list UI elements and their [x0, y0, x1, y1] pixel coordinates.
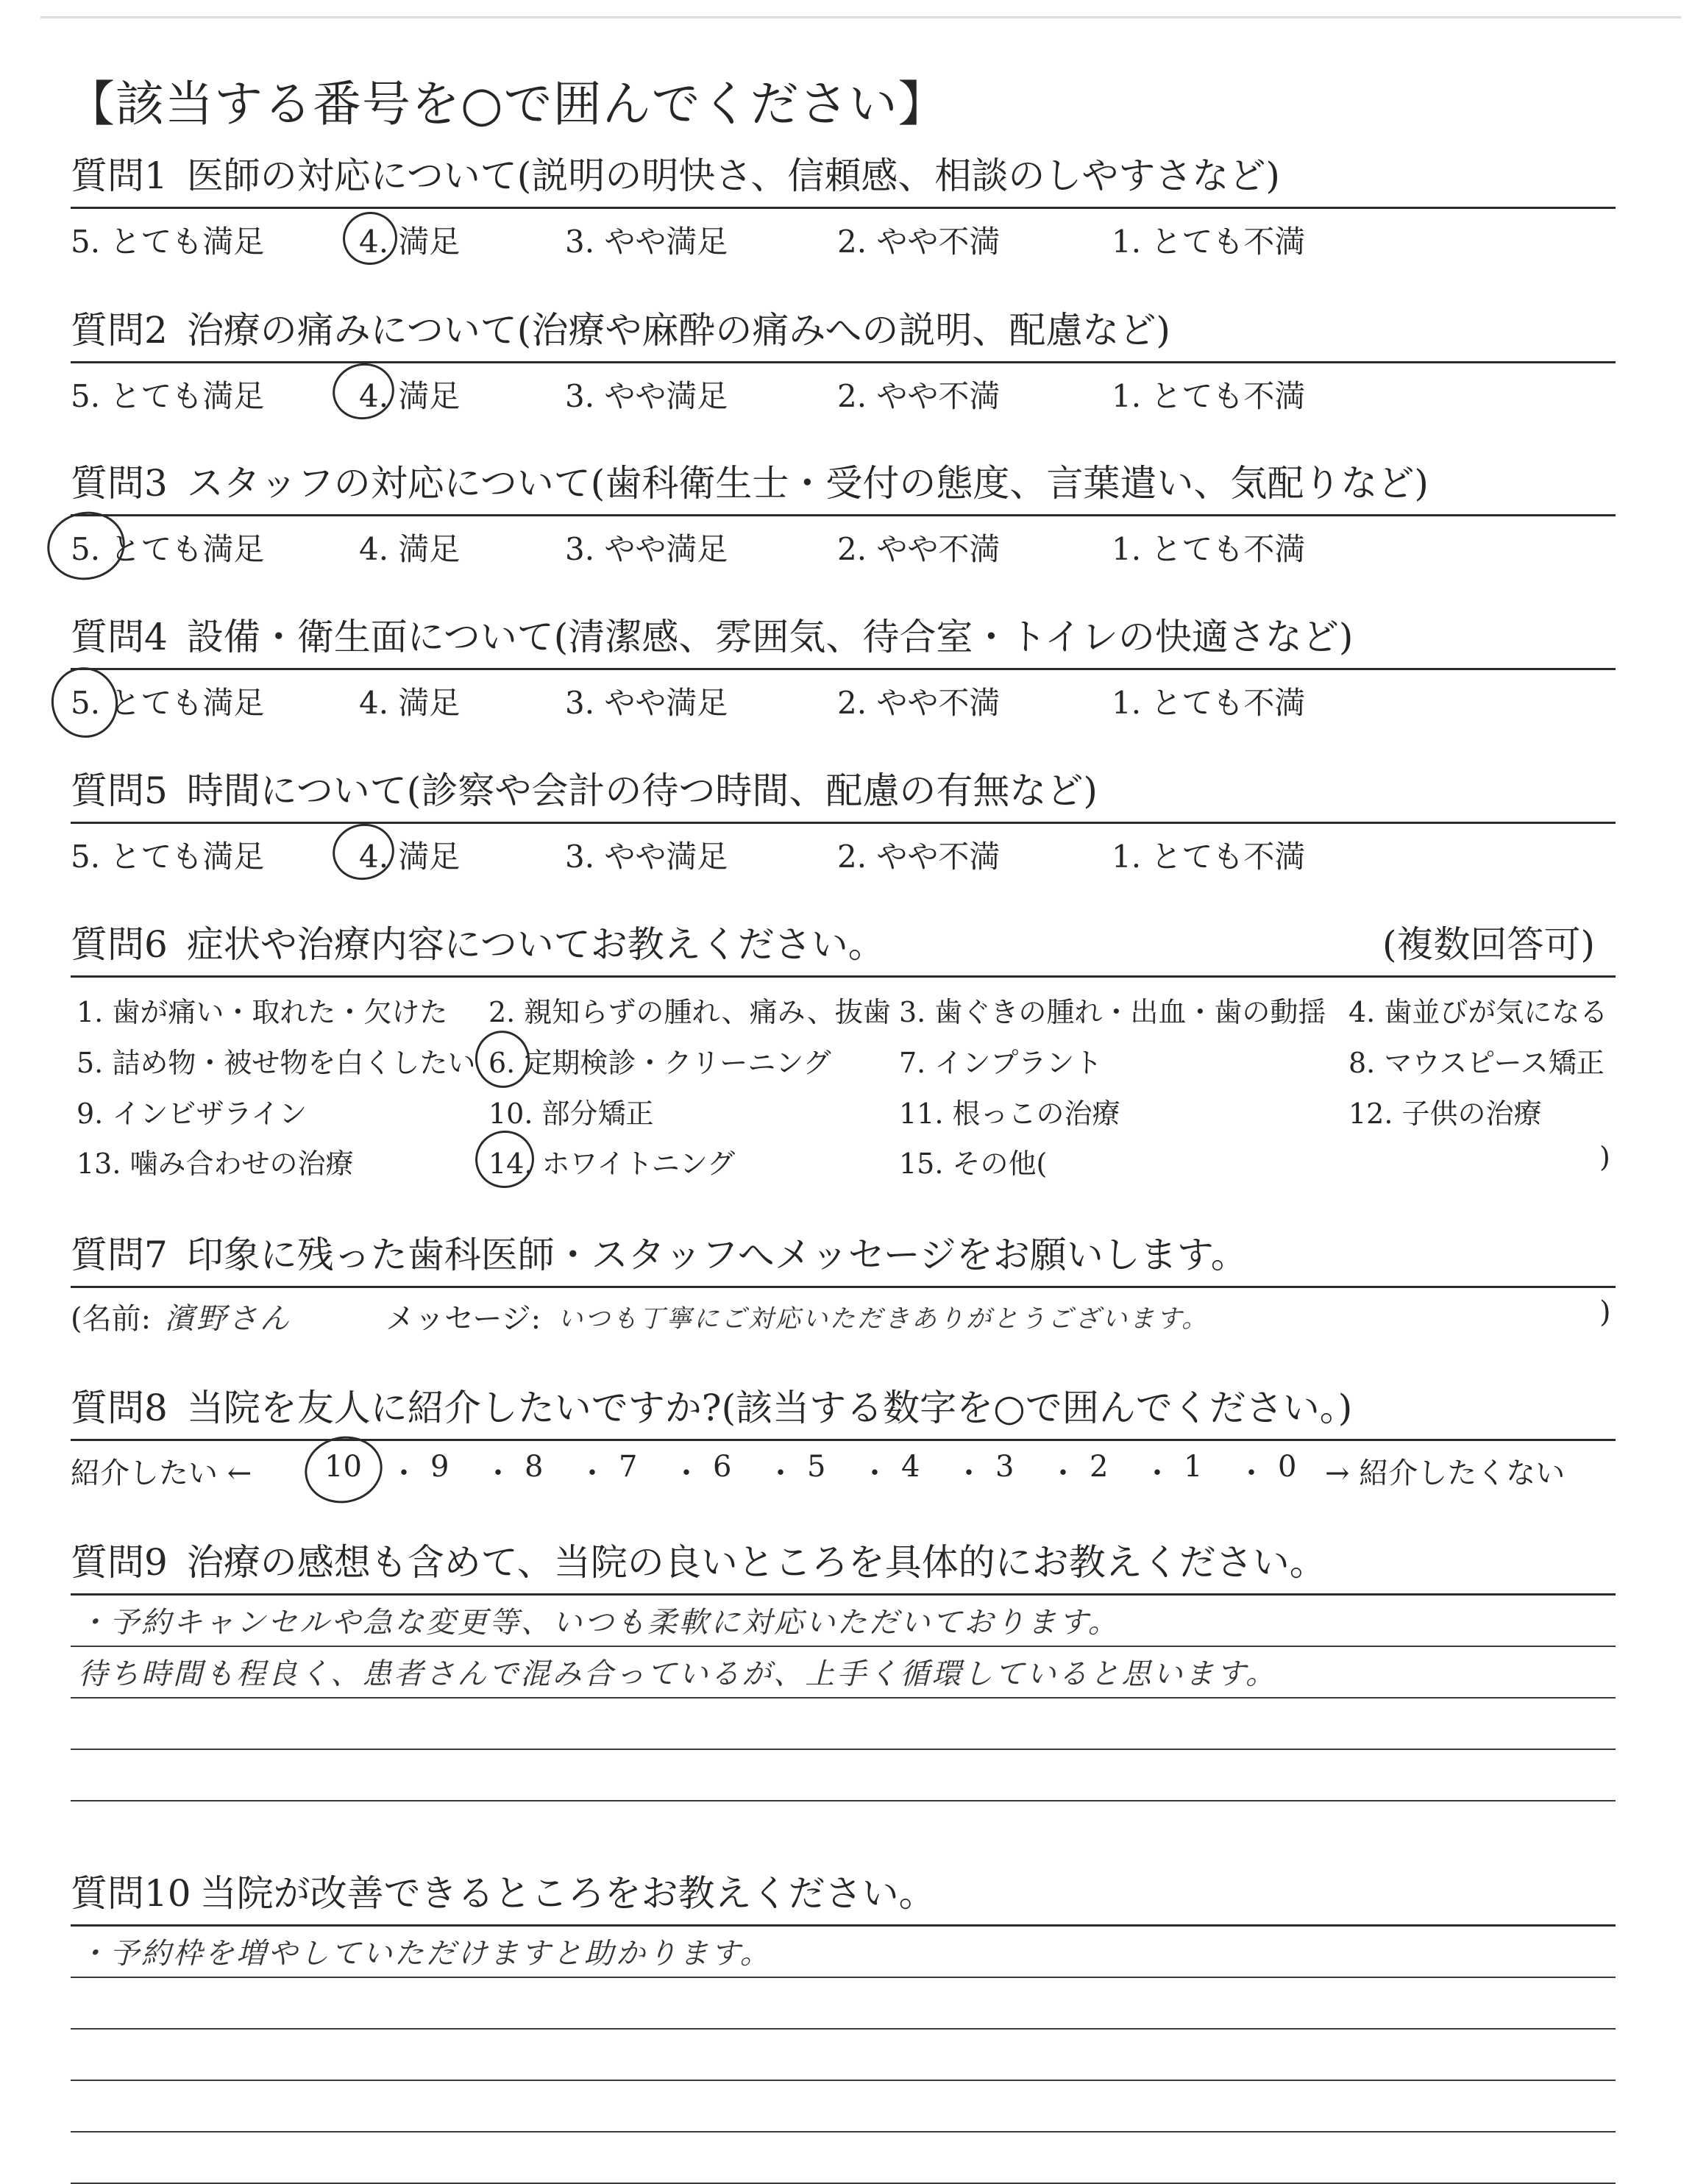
option-1[interactable]: 1. とても不満	[1112, 685, 1306, 721]
symptom-option-14[interactable]: 14. ホワイトニング	[488, 1148, 736, 1180]
question-text: 時間について(診察や会計の待つ時間、配慮の有無など)	[186, 769, 1098, 812]
answer-rule	[71, 1800, 1616, 1801]
option-4[interactable]: 4. 満足	[359, 685, 461, 721]
question-1	[71, 151, 1616, 263]
option-4[interactable]: 4. 満足	[359, 378, 461, 414]
option-5[interactable]: 5. とても満足	[71, 224, 265, 260]
multiple-answers-note: (複数回答可)	[1382, 923, 1595, 966]
question-text: 印象に残った歯科医師・スタッフへメッセージをお願いします。	[186, 1234, 1248, 1276]
option-4[interactable]: 4. 満足	[359, 839, 461, 875]
recommend-left-label: 紹介したい ←	[71, 1456, 252, 1490]
top-border	[40, 16, 1681, 18]
option-2[interactable]: 2. やや不満	[837, 839, 1001, 875]
option-3[interactable]: 3. やや満足	[565, 839, 728, 875]
question-number: 質問7	[71, 1234, 168, 1276]
option-1[interactable]: 1. とても不満	[1112, 839, 1306, 875]
symptom-option-2[interactable]: 2. 親知らずの腫れ、痛み、抜歯	[488, 996, 891, 1028]
question-text: 治療の痛みについて(治療や麻酔の痛みへの説明、配慮など)	[186, 309, 1170, 352]
option-1[interactable]: 1. とても不満	[1112, 224, 1306, 260]
question-text: 医師の対応について(説明の明快さ、信頼感、相談のしやすさなど)	[186, 154, 1280, 197]
page-title: 【該当する番号を○で囲んでください】	[66, 76, 948, 132]
name-label: (名前:	[71, 1302, 152, 1336]
message-value[interactable]: いつも丁寧にご対応いただきありがとうございます。	[558, 1304, 1209, 1334]
score-separator: ・	[672, 1456, 701, 1490]
symptom-option-3[interactable]: 3. 歯ぐきの腫れ・出血・歯の動揺	[899, 996, 1326, 1028]
question-text: スタッフの対応について(歯科衛生士・受付の態度、言葉遣い、気配りなど)	[186, 462, 1429, 505]
question-4	[71, 612, 1616, 725]
question-text: 当院を友人に紹介したいですか?(該当する数字を○で囲んでください。)	[186, 1387, 1353, 1429]
recommend-right-label: → 紹介したくない	[1325, 1456, 1566, 1490]
option-3[interactable]: 3. やや満足	[565, 378, 728, 414]
answer-line-1[interactable]: ・予約キャンセルや急な変更等、いつも柔軟に対応いただいております。	[78, 1606, 1120, 1640]
other-close-paren: )	[1599, 1141, 1610, 1173]
selection-circle	[470, 1025, 536, 1093]
selection-circle	[470, 1125, 539, 1194]
question-3	[71, 458, 1616, 571]
symptom-option-12[interactable]: 12. 子供の治療	[1348, 1098, 1542, 1130]
option-3[interactable]: 3. やや満足	[565, 224, 728, 260]
option-2[interactable]: 2. やや不満	[837, 378, 1001, 414]
score-1[interactable]: 1	[1184, 1450, 1203, 1484]
question-7	[71, 1230, 1616, 1342]
score-4[interactable]: 4	[901, 1450, 920, 1484]
score-9[interactable]: 9	[430, 1450, 449, 1484]
question-text: 症状や治療内容についてお教えください。	[186, 923, 885, 966]
score-8[interactable]: 8	[525, 1450, 544, 1484]
question-10	[71, 1868, 1616, 2184]
question-number: 質問3	[71, 462, 168, 505]
option-5[interactable]: 5. とても満足	[71, 531, 265, 567]
message-close-paren: )	[1599, 1295, 1611, 1329]
score-5[interactable]: 5	[807, 1450, 826, 1484]
score-6[interactable]: 6	[713, 1450, 732, 1484]
question-number: 質問9	[71, 1541, 168, 1584]
symptom-option-13[interactable]: 13. 噛み合わせの治療	[77, 1148, 354, 1180]
selection-circle	[41, 505, 132, 587]
question-text: 設備・衛生面について(清潔感、雰囲気、待合室・トイレの快適さなど)	[186, 616, 1354, 658]
option-5[interactable]: 5. とても満足	[71, 685, 265, 721]
score-separator: ・	[766, 1456, 795, 1490]
answer-line-1[interactable]: ・予約枠を増やしていただけますと助かります。	[78, 1937, 772, 1971]
question-number: 質問1	[71, 154, 168, 197]
option-2[interactable]: 2. やや不満	[837, 224, 1001, 260]
symptom-option-15[interactable]: 15. その他(	[899, 1148, 1048, 1180]
score-separator: ・	[1237, 1456, 1266, 1490]
option-3[interactable]: 3. やや満足	[565, 685, 728, 721]
option-3[interactable]: 3. やや満足	[565, 531, 728, 567]
symptom-option-11[interactable]: 11. 根っこの治療	[899, 1098, 1120, 1130]
symptom-option-8[interactable]: 8. マウスピース矯正	[1348, 1047, 1605, 1079]
score-7[interactable]: 7	[619, 1450, 638, 1484]
score-separator: ・	[483, 1456, 513, 1490]
question-5	[71, 766, 1616, 878]
symptom-option-10[interactable]: 10. 部分矯正	[488, 1098, 654, 1130]
symptom-option-1[interactable]: 1. 歯が痛い・取れた・欠けた	[77, 996, 448, 1028]
symptom-option-7[interactable]: 7. インプラント	[899, 1047, 1103, 1079]
option-5[interactable]: 5. とても満足	[71, 839, 265, 875]
option-4[interactable]: 4. 満足	[359, 224, 461, 260]
option-5[interactable]: 5. とても満足	[71, 378, 265, 414]
score-2[interactable]: 2	[1090, 1450, 1109, 1484]
symptom-option-9[interactable]: 9. インビザライン	[77, 1098, 308, 1130]
score-separator: ・	[860, 1456, 889, 1490]
question-number: 質問4	[71, 616, 168, 658]
question-number: 質問2	[71, 309, 168, 352]
question-number: 質問6	[71, 923, 168, 966]
question-number: 質問5	[71, 769, 168, 812]
score-0[interactable]: 0	[1278, 1450, 1297, 1484]
question-2	[71, 305, 1616, 418]
option-1[interactable]: 1. とても不満	[1112, 531, 1306, 567]
selection-circle	[299, 1429, 388, 1510]
question-6	[71, 920, 1616, 1191]
answer-line-2[interactable]: 待ち時間も程良く、患者さんで混み合っているが、上手く循環していると思います。	[78, 1657, 1277, 1691]
score-separator: ・	[389, 1456, 419, 1490]
symptom-option-6[interactable]: 6. 定期検診・クリーニング	[488, 1047, 831, 1079]
score-separator: ・	[1143, 1456, 1172, 1490]
symptom-option-5[interactable]: 5. 詰め物・被せ物を白くしたい	[77, 1047, 476, 1079]
score-separator: ・	[1048, 1456, 1078, 1490]
score-separator: ・	[578, 1456, 607, 1490]
selection-circle	[45, 661, 124, 744]
question-number: 質問10	[71, 1872, 191, 1915]
score-10[interactable]: 10	[324, 1450, 362, 1484]
name-value[interactable]: 濱野さん	[165, 1302, 291, 1336]
symptom-option-4[interactable]: 4. 歯並びが気になる	[1348, 996, 1608, 1028]
option-2[interactable]: 2. やや不満	[837, 531, 1001, 567]
question-8	[71, 1383, 1616, 1495]
option-2[interactable]: 2. やや不満	[837, 685, 1001, 721]
option-1[interactable]: 1. とても不満	[1112, 378, 1306, 414]
question-text: 治療の感想も含めて、当院の良いところを具体的にお教えください。	[186, 1541, 1326, 1584]
score-3[interactable]: 3	[995, 1450, 1014, 1484]
question-9	[71, 1537, 1616, 1801]
question-text: 当院が改善できるところをお教えください。	[199, 1872, 936, 1915]
message-label: メッセージ:	[385, 1302, 541, 1336]
option-4[interactable]: 4. 満足	[359, 531, 461, 567]
question-number: 質問8	[71, 1387, 168, 1429]
score-separator: ・	[954, 1456, 984, 1490]
